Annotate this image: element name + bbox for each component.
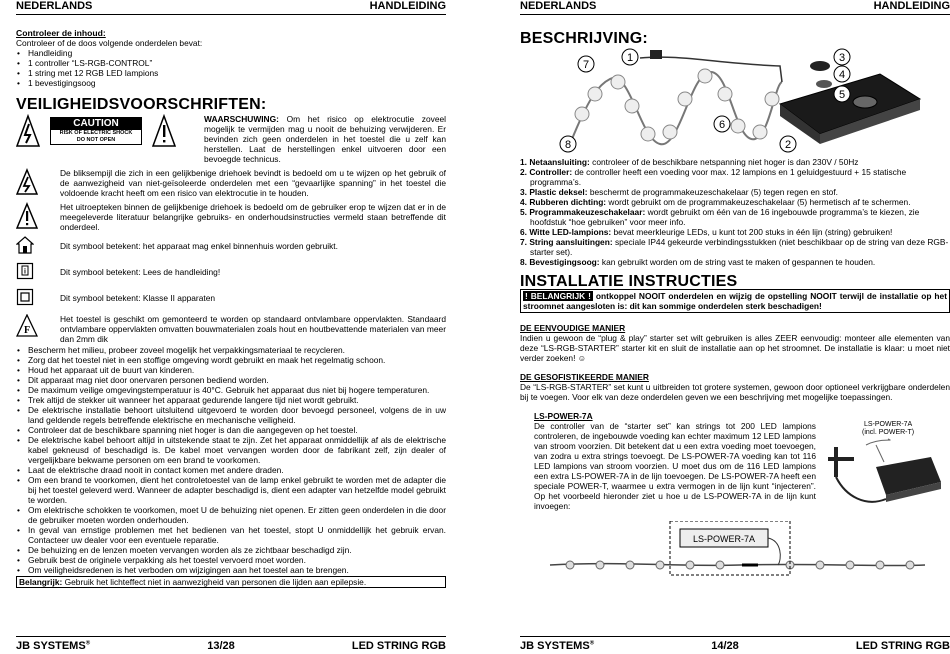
indoor-text: Dit symbool betekent: het apparaat mag enkel binnenhuis worden gebruikt.	[60, 241, 338, 251]
callout-3: 3	[838, 52, 846, 64]
list-item: • Trek altijd de stekker uit wanneer het apparaat gedurende langere tijd niet wordt gebruikt.	[16, 395, 446, 405]
callout-4: 4	[838, 69, 846, 81]
callout-1: 1	[626, 52, 634, 64]
list-item: • Controleer dat de beschikbare spanning niet hoger is dan die aangegeven op het toestel.	[16, 425, 446, 435]
list-item: • De maximum veilige omgevingstemperatuur is 40°C. Gebruik het apparaat dus niet bij hogere temperaturen.	[16, 385, 446, 395]
important-badge: ! BELANGRIJK !	[525, 291, 591, 301]
page-footer	[16, 636, 446, 652]
callout-5: 5	[838, 89, 846, 101]
lightning-warning-icon	[16, 114, 40, 148]
list-item: • 1 bevestigingsoog	[16, 78, 446, 88]
callout-6: 6	[718, 119, 726, 131]
list-item: 4. Rubberen dichting: wordt gebruikt om de programmakeuzeschakelaar (5) hermetisch af te schermen.	[520, 197, 911, 207]
safety-title: VEILIGHEIDSVOORSCHRIFTEN:	[16, 96, 267, 113]
warning-label: WAARSCHUWING:	[204, 114, 279, 124]
exclamation-paragraph: Het uitroepteken binnen de gelijkbenige driehoek is bedoeld om de gebruiker erop te wijzen dat er in de meegeleverde literatuur belangrijke gebruiks- en onderhoudsinstructies vermeld staan betreffende dit onderdeel.	[60, 202, 446, 232]
important-box	[16, 576, 446, 588]
power-title: LS-POWER-7A	[534, 411, 593, 421]
safety-bullets	[16, 345, 446, 575]
indoor-icon-box	[16, 236, 42, 256]
string-line	[550, 564, 925, 566]
important-text: Gebruik het lichteffect niet in aanwezigheid van personen die lijden aan epilepsie.	[62, 577, 367, 587]
install-warning-box	[520, 289, 950, 313]
list-item: 8. Bevestigingsoog: kan gebruikt worden om de string vast te maken of gespannen te houden.	[520, 257, 876, 267]
header-title: HANDLEIDING	[873, 0, 950, 12]
manual-text: Dit symbool betekent: Lees de handleiding!	[60, 267, 221, 277]
registered-mark: ®	[85, 640, 91, 647]
list-item: • De elektrische kabel behoort altijd in uitstekende staat te zijn. Zet het apparaat onmiddellijk af als de elektrische kabel gekneusd of beschadigd is. De kabel moet vervangen worden door de fabrikant zelf, zijn dealer of vergelijkbare bekwame personen om een brand te voorkomen.	[16, 435, 446, 465]
callout-8: 8	[564, 139, 572, 151]
list-item: • Bescherm het milieu, probeer zoveel mogelijk het verpakkingsmateriaal te recycleren.	[16, 345, 446, 355]
led-lampions	[575, 69, 779, 141]
product-diagram	[520, 44, 940, 156]
read-manual-icon	[16, 262, 34, 280]
important-label: Belangrijk:	[19, 577, 63, 587]
controller-caps	[810, 61, 832, 88]
list-item: • Om veiligheidsredenen is het verboden om wijzigingen aan het toestel aan te brengen.	[16, 565, 446, 575]
list-item: • 1 controller “LS-RGB-CONTROL”	[16, 58, 446, 68]
exclamation-icon-box	[16, 202, 42, 232]
list-item: • Dit apparaat mag niet door onervaren personen bediend worden.	[16, 375, 446, 385]
controller-box	[780, 74, 920, 144]
list-item: 7. String aansluitingen: speciale IP44 gekeurde verbindingsstukken (niet beschikbaar op de string van deze RGB-starter set).	[520, 237, 949, 257]
list-item: 1. Netaansluiting: controleer of de beschikbare netspanning niet hoger is dan 230V / 50Hz	[520, 157, 859, 167]
list-item: • Houd het apparaat uit de buurt van kinderen.	[16, 365, 446, 375]
footer-page-number: 13/28	[207, 640, 235, 652]
page-header	[16, 0, 446, 15]
description-title: BESCHRIJVING:	[520, 30, 648, 47]
caution-label: CAUTION	[51, 118, 141, 130]
diagram-power-label: LS-POWER-7A	[692, 534, 756, 544]
left-page	[16, 0, 446, 654]
lightning-icon-box	[16, 168, 42, 198]
class2-icon-box	[16, 288, 42, 308]
advanced-title: DE GESOFISTIKEERDE MANIER	[520, 372, 649, 382]
svg-text:i: i	[24, 268, 26, 276]
house-indoor-icon	[16, 236, 34, 254]
list-item: 2. Controller: de controller heeft een voeding voor max. 12 lampions en 1 geluidgestuurd + 15 statische programma’s.	[520, 167, 907, 187]
warning-paragraph	[204, 114, 446, 164]
brand-name: JB SYSTEMS	[520, 640, 590, 652]
power-paragraph: De controller van de “starter set” kan strings tot 200 LED lampions controleren, de ingebouwde voeding kan echter maximum 12 LED lampions van stroom voorzien. Dit betekent dat u een extra voeding moet toevoegen, van zodra u extra strings toevoegt. De LS-POWER-7A voeding kan tot 116 LED lampions van stroom voorzien. U moet dus om de 116 LED lampions een extra LS-POWER-7A in de lijn toevoegen. De LS-POWER-7A heeft een speciale POWER-T, waarmee u extra vermogen in de lijn kunt “injecteren”. Op het voorbeeld hieronder ziet u hoe u de LS-POWER-7A in de lijn kunt invoegen:	[534, 421, 816, 511]
warning-text: Om het risico op elektrocutie zoveel mogelijk te vermijden mag u nooit de behuizing verwijderen. Er bevinden zich geen onderdelen in het toestel die u zelf kan herstellen. Laat de herstellingen enkel uitvoeren door een bevoegde technicus.	[204, 114, 446, 164]
power-supply-photo	[826, 437, 946, 517]
caution-sub1: RISK OF ELECTRIC SHOCK	[59, 130, 133, 136]
power-install-diagram	[520, 521, 940, 581]
list-item: • Om een brand te voorkomen, dient het controletoestel van de lamp enkel gebruikt te worden met de adapter die bij het toestel geleverd werd. Wanneer de adapter beschadigd is, dient een adapter van hetzelfde model gebruikt te worden.	[16, 475, 446, 505]
list-item: 5. Programmakeuzeschakelaar: wordt gebruikt om één van de 16 ingebouwde programma’s te kiezen, zie hoofdstuk “hoe gebruiken” voor meer info.	[520, 207, 920, 227]
registered-mark: ®	[589, 640, 595, 647]
power-image-label-1: LS-POWER-7A	[864, 421, 913, 428]
footer-brand	[16, 640, 90, 652]
power-supply-image	[826, 421, 946, 519]
flammable-icon-box	[16, 314, 42, 340]
list-item: • Gebruik best de originele verpakking als het toestel vervoerd moet worden.	[16, 555, 446, 565]
header-title: HANDLEIDING	[369, 0, 446, 12]
flammable-surface-icon	[16, 314, 38, 338]
svg-text:F: F	[23, 325, 31, 336]
caution-label-box	[50, 117, 142, 145]
header-language: NEDERLANDS	[16, 0, 93, 12]
list-item: • Laat de elektrische draad nooit in contact komen met andere draden.	[16, 465, 446, 475]
list-item: • De behuizing en de lenzen moeten vervangen worden als ze zichtbaar beschadigd zijn.	[16, 545, 446, 555]
contents-title: Controleer de inhoud:	[16, 28, 106, 38]
list-item: • Om elektrische schokken te voorkomen, moet U de behuizing niet openen. Er zitten geen onderdelen in die door de gebruiker moeten worden onderhouden.	[16, 505, 446, 525]
lightning-triangle-icon	[16, 168, 38, 196]
simple-paragraph: Indien u gewoon de “plug & play” starter set wilt gebruiken is alles ZEER eenvoudig: monteer alle elementen van deze “LS-RGB-STARTER” starter kit en sluit de installatie aan op het stroomnet. De installatie is klaar: u moet niet verder zoeken! ☺	[520, 333, 950, 363]
brand-name: JB SYSTEMS	[16, 640, 86, 652]
footer-brand	[520, 640, 594, 652]
list-item: • Handleiding	[16, 48, 446, 58]
exclamation-triangle-icon	[16, 202, 38, 230]
advanced-paragraph: De “LS-RGB-STARTER” set kunt u uitbreiden tot grotere systemen, gewoon door optioneel verkrijgbare onderdelen bij te voegen. Voor elk van deze onderdelen geven we een beschrijving met mogelijke toepassingen.	[520, 382, 950, 402]
list-item: 3. Plastic deksel: beschermt de programmakeuzeschakelaar (5) tegen regen en stof.	[520, 187, 838, 197]
manual-icon-box	[16, 262, 42, 282]
install-title: INSTALLATIE INSTRUCTIES	[520, 273, 738, 290]
caution-sub2: DO NOT OPEN	[76, 137, 116, 143]
page-header	[520, 0, 950, 15]
list-item: 6. Witte LED-lampions: bevat meerkleurige LEDs, u kunt tot 200 stuks in één lijn (string) gebruiken!	[520, 227, 893, 237]
page-footer	[520, 636, 950, 652]
caution-graphic	[16, 114, 196, 148]
list-item: • De elektrische installatie behoort uitsluitend uitgevoerd te worden door bevoegd personeel, volgens de in uw land geldende regels betreffende elektrische en mechanische veiligheid.	[16, 405, 446, 425]
list-item: • 1 string met 12 RGB LED lampions	[16, 68, 446, 78]
callout-2: 2	[784, 139, 792, 151]
right-page	[520, 0, 950, 654]
list-item: • Zorg dat het toestel niet in een stoffige omgeving wordt gebruikt en maak het regelmatig schoon.	[16, 355, 446, 365]
power-image-label-2: (incl. POWER-T)	[862, 429, 915, 436]
header-language: NEDERLANDS	[520, 0, 597, 12]
parts-list	[520, 157, 950, 267]
flammable-paragraph: Het toestel is geschikt om gemonteerd te worden op standaard ontvlambare oppervlakten. Standaard ontvlambare oppervlakten omvatten bouwmaterialen zoals hout en houtbevattende materialen van meer dan 2mm dik	[60, 314, 446, 344]
footer-product: LED STRING RGB	[351, 640, 446, 652]
contents-list	[16, 48, 446, 88]
list-item: • In geval van ernstige problemen met het bedienen van het toestel, stopt U onmiddellijk het gebruik ervan. Contacteer uw dealer voor een eventuele reparatie.	[16, 525, 446, 545]
bolt-paragraph: De bliksempijl die zich in een gelijkbenige driehoek bevindt is bedoeld om u te wijzen op het gebruik of de aanwezigheid van niet-geïsoleerde onderdelen met een “gevaarlijke spanning” in het toestel die voldoende kracht heeft om een risico van elektrocutie in te houden.	[60, 168, 446, 198]
class-ii-icon	[16, 288, 34, 306]
install-warning-text: ontkoppel NOOIT onderdelen en wijzig de opstelling NOOIT terwijl de installatie op het stroomnet aangesloten is: dit kan sommige onderdelen sterk beschadigen!	[523, 291, 947, 311]
simple-title: DE EENVOUDIGE MANIER	[520, 323, 626, 333]
callout-7: 7	[582, 59, 590, 71]
exclamation-warning-icon	[152, 114, 176, 148]
footer-product: LED STRING RGB	[855, 640, 950, 652]
mains-plug	[650, 50, 662, 59]
footer-page-number: 14/28	[711, 640, 739, 652]
contents-intro: Controleer of de doos volgende onderdelen bevat:	[16, 38, 203, 48]
class2-text: Dit symbool betekent: Klasse II apparaten	[60, 293, 216, 303]
